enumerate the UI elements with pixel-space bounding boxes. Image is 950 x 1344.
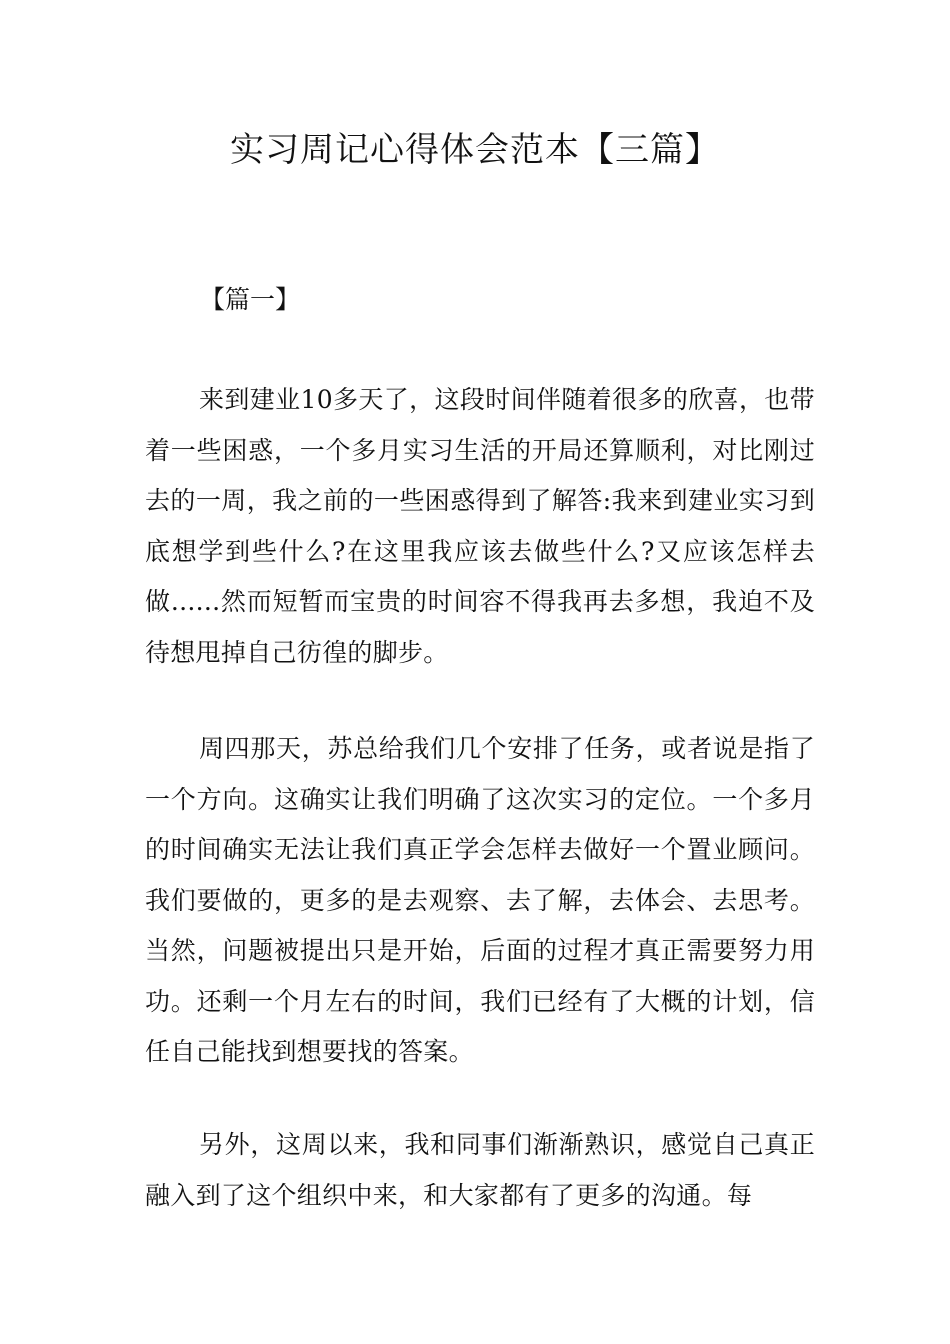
body-paragraph-3: 另外，这周以来，我和同事们渐渐熟识，感觉自己真正融入到了这个组织中来，和大家都有了更多的沟通。每 — [145, 1130, 815, 1210]
section-heading: 【篇一】 — [200, 285, 301, 314]
body-paragraph-1: 来到建业10多天了，这段时间伴随着很多的欣喜，也带着一些困惑，一个多月实习生活的开局还算顺利，对比刚过去的一周，我之前的一些困惑得到了解答:我来到建业实习到底想学到些什么?在这里我应该去做些什么?又应该怎样去做......然而短暂而宝贵的时间容不得我再去多想，我迫不及待想甩掉自己彷徨的脚步。 — [145, 385, 815, 667]
document-title: 实习周记心得体会范本【三篇】 — [230, 130, 720, 170]
body-paragraph-2: 周四那天，苏总给我们几个安排了任务，或者说是指了一个方向。这确实让我们明确了这次实习的定位。一个多月的时间确实无法让我们真正学会怎样去做好一个置业顾问。我们要做的，更多的是去观察、去了解，去体会、去思考。当然，问题被提出只是开始，后面的过程才真正需要努力用功。还剩一个月左右的时间，我们已经有了大概的计划，信任自己能找到想要找的答案。 — [145, 734, 815, 1066]
